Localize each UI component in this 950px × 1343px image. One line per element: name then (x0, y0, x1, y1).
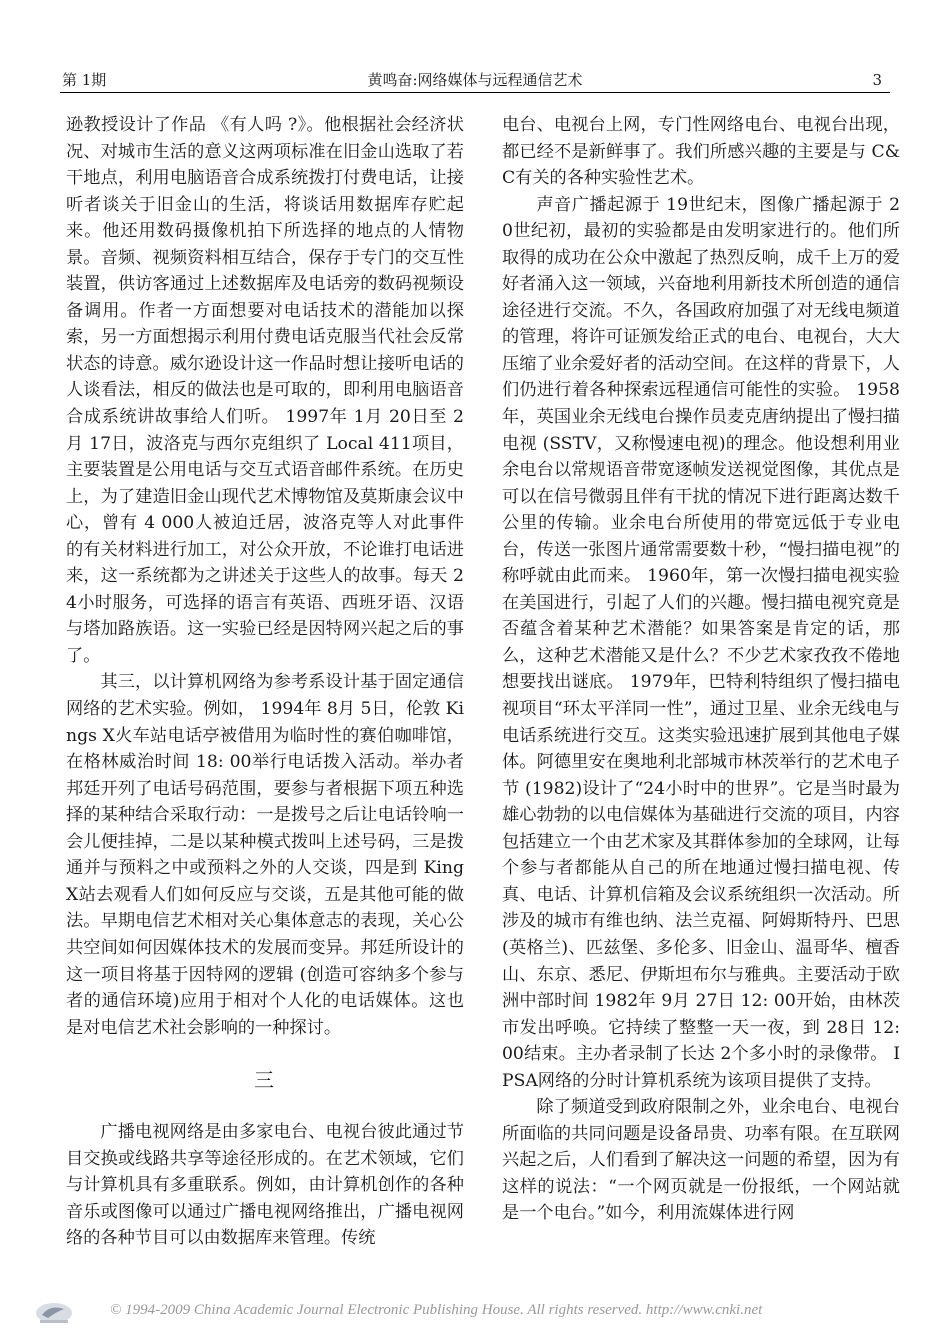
paragraph: 逊教授设计了作品 《有人吗 ?》。他根据社会经济状况、对城市生活的意义这两项标准在旧金山选取了若干地点，利用电脑语音合成系统拨打付费电话，让接听者谈关于旧金山的生活，将谈话用数据库存贮起来。他还用数码摄像机拍下所选择的地点的人情物景。音频、视频资料相互结合，保存于专门的交互性装置，供访客通过上述数据库及电话旁的数码视频设备调用。作者一方面想要对电话技术的潜能加以探索，另一方面想揭示利用付费电话克服当代社会反常状态的诗意。威尔逊设计这一作品时想让接听电话的人谈看法，相反的做法也是可取的，即利用电脑语音合成系统讲故事给人们听。 1997年 1月 20日至 2月 17日，波洛克与西尔克组织了 Local 411项目，主要装置是公用电话与交互式语音邮件系统。在历史上，为了建造旧金山现代艺术博物馆及莫斯康会议中心，曾有 4 000人被迫迁居，波洛克等人对此事件的有关材料进行加工，对公众开放，不论谁打电话进来，这一系统都为之讲述关于这些人的故事。每天 24小时服务，可选择的语言有英语、西班牙语、汉语与塔加路族语。这一实验已经是因特网兴起之后的事了。 (66, 115, 464, 666)
issue-number: 第 1期 (62, 71, 107, 89)
page-number: 3 (872, 71, 882, 89)
running-title: 黄鸣奋:网络媒体与远程通信艺术 (367, 71, 583, 89)
paragraph: 其三，以计算机网络为参考系设计基于固定通信网络的艺术实验。例如， 1994年 8月 5日，伦敦 Kings X火车站电话亭被借用为临时性的赛伯咖啡馆，在格林威治时间 18: 00举行电话拨入活动。举办者邦廷开列了电话号码范围，要参与者根据下项五种选择的某种结合采取行动：一是拨号之后让电话铃响一会儿便挂掉，二是以某种模式拨叫上述号码，三是拨通并与预料之中或预料之外的人交谈，四是到 King X站去观看人们如何反应与交谈，五是其他可能的做法。早期电信艺术相对关心集体意志的表现，关心公共空间如何因媒体技术的发展而变异。邦廷所设计的这一项目将基于因特网的逻辑 (创造可容纳多个参与者的通信环境)应用于相对个人化的电话媒体。这也是对电信艺术社会影响的一种探讨。 (66, 672, 464, 1038)
page-footer (30, 1298, 920, 1332)
paragraph: 除了频道受到政府限制之外，业余电台、电视台所面临的共同问题是设备昂贵、功率有限。在互联网兴起之后，人们看到了解决这一问题的希望，因为有这样的说法：“一个网页就是一份报纸，一个网站就是一个电台。”如今，利用流媒体进行网 (502, 1097, 900, 1224)
right-column (502, 112, 900, 1227)
section-heading: 三 (254, 1068, 276, 1093)
paragraph: 声音广播起源于 19世纪末，图像广播起源于 20世纪初，最初的实验都是由发明家进行的。他们所取得的成功在公众中激起了热烈反响，成千上万的爱好者涌入这一领域，兴奋地利用新技术所创造的通信途径进行交流。不久，各国政府加强了对无线电频道的管理，将许可证颁发给正式的电台、电视台，大大压缩了业余爱好者的活动空间。在这样的背景下，人们仍进行着各种探索远程通信可能性的实验。 1958年，英国业余无线电台操作员麦克唐纳提出了慢扫描电视 (SSTV，又称慢速电视)的理念。他设想利用业余电台以常规语音带宽逐帧发送视觉图像，其优点是可以在信号微弱且伴有干扰的情况下进行距离达数千公里的传输。业余电台所使用的带宽远低于专业电台，传送一张图片通常需要数十秒，“慢扫描电视”的称呼就由此而来。 1960年，第一次慢扫描电视实验在美国进行，引起了人们的兴趣。慢扫描电视究竟是否蕴含着某种艺术潜能？如果答案是肯定的话，那么，这种艺术潜能又是什么？不少艺术家孜孜不倦地想要找出谜底。 1979年，巴特利特组织了慢扫描电视项目“环太平洋同一性”，通过卫星、业余无线电与电话系统进行交互。这类实验迅速扩展到其他电子媒体。阿德里安在奥地利北部城市林茨举行的艺术电子节 (1982)设计了“24小时中的世界”。它是当时最为雄心勃勃的以电信媒体为基础进行交流的项目，内容包括建立一个由艺术家及其群体参加的全球网，让每个参与者都能从自己的所在地通过慢扫描电视、传真、电话、计算机信箱及会议系统组织一次活动。所涉及的城市有维也纳、法兰克福、阿姆斯特丹、巴思 (英格兰)、匹兹堡、多伦多、旧金山、温哥华、檀香山、东京、悉尼、伊斯坦布尔与雅典。主要活动于欧洲中部时间 1982年 9月 27日 12: 00开始，由林茨市发出呼唤。它持续了整整一天一夜，到 28日 12: 00结束。主办者录制了长达 2个多小时的录像带。 IPSA网络的分时计算机系统为该项目提供了支持。 (502, 194, 900, 1091)
paragraph: 广播电视网络是由多家电台、电视台彼此通过节目交换或线路共享等途径形成的。在艺术领域，它们与计算机具有多重联系。例如，由计算机创作的各种音乐或图像可以通过广播电视网络推出，广播电视网络的各种节目可以由数据库来管理。传统 (66, 1122, 464, 1249)
copyright-notice: © 1994-2009 China Academic Journal Electronic Publishing House. All rights reserved. http://www.cnki.net (110, 1302, 763, 1318)
paragraph: 电台、电视台上网，专门性网络电台、电视台出现，都已经不是新鲜事了。我们所感兴趣的主要是与 C&C有关的各种实验性艺术。 (502, 115, 900, 189)
cnki-logo-icon (34, 1300, 74, 1326)
left-column (66, 112, 464, 1252)
running-header (60, 66, 890, 93)
